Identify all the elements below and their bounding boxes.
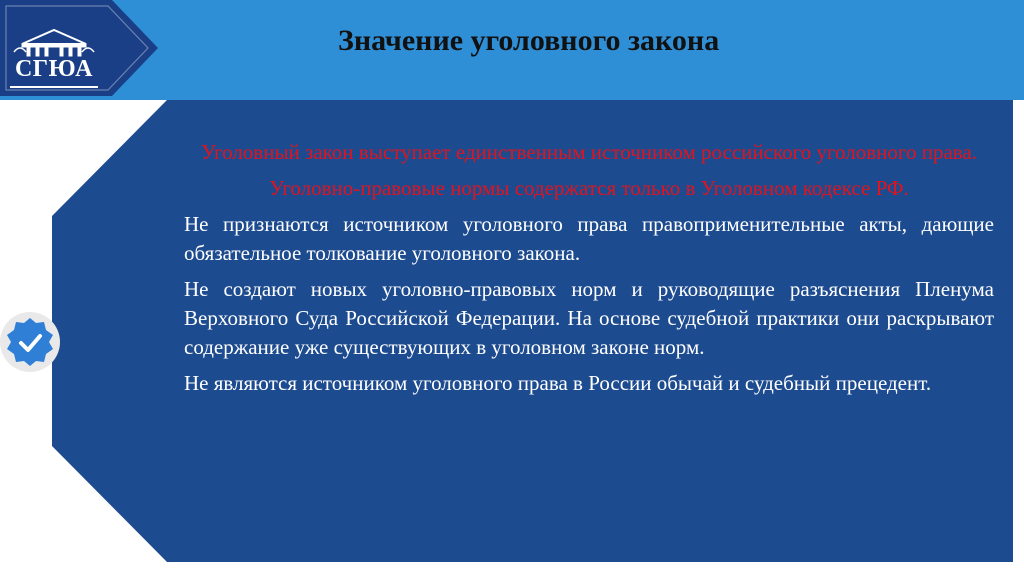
page-title: Значение уголовного закона (338, 24, 720, 57)
logo-text: СГЮА (14, 56, 94, 82)
logo-shape (0, 0, 160, 100)
logo-badge[interactable] (0, 0, 160, 100)
paragraph-plenum-explanations: Не создают новых уголовно-правовых норм и руководящие разъяснения Пленума Верховного Суда Российской Федерации. На основе судебной практики они раскрывают содержание уже существующих в уголовном законе норм. (184, 277, 994, 359)
paragraph-law-enforcement-acts: Не признаются источником уголовного права правоприменительные акты, дающие обязательное толкование уголовного закона. (184, 212, 994, 265)
text-area (184, 138, 994, 405)
paragraph-sole-source: Уголовный закон выступает единственным источником российского уголовного права. (200, 140, 978, 164)
paragraph-custom-precedent: Не являются источником уголовного права в России обычай и судебный прецедент. (184, 371, 932, 395)
verified-check-icon (0, 308, 64, 376)
paragraph-criminal-code: Уголовно-правовые нормы содержатся только в Уголовном кодексе РФ. (269, 176, 909, 200)
